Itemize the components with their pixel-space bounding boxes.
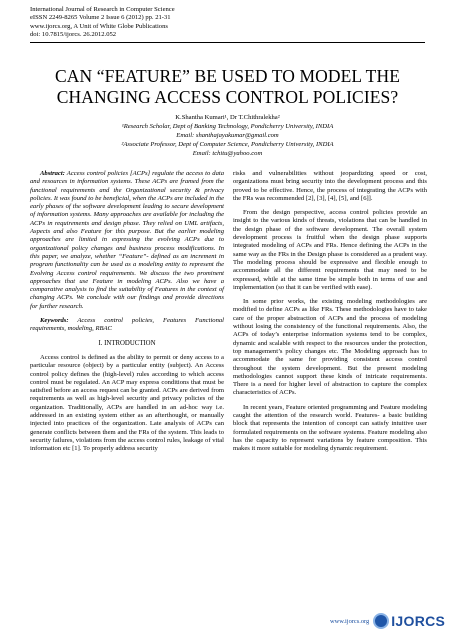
journal-issn: eISSN 2249-8265 Volume 2 Issue 6 (2012) pp. 21-31 bbox=[30, 14, 171, 22]
logo-wordmark: IJORCS bbox=[391, 613, 446, 629]
journal-doi: doi: 10.7815/ijorcs. 26.2012.052 bbox=[30, 31, 117, 39]
left-column bbox=[30, 170, 224, 460]
section-heading-introduction: I. INTRODUCTION bbox=[98, 339, 156, 347]
abstract bbox=[30, 170, 224, 311]
logo-circle-icon bbox=[373, 613, 389, 629]
right-column bbox=[233, 170, 427, 460]
journal-name: International Journal of Research in Computer Science bbox=[30, 6, 175, 13]
journal-logo bbox=[373, 613, 445, 629]
affiliation-1: ¹Research Scholar, Dept of Banking Technology, Pondicherry University, INDIA bbox=[121, 123, 334, 130]
authors: K.Shantha Kumari¹, Dr T.Chithralekha² bbox=[175, 114, 280, 121]
title-line-2: CHANGING ACCESS CONTROL POLICIES? bbox=[56, 87, 399, 107]
journal-header bbox=[30, 6, 175, 40]
right-paragraph-1: risks and vulnerabilities without jeopardizing speed or cost, organizations must bring security into the development process and this proved to be effective. Hence, the process of integrating the ACPs with the FRs was recommended [2], [3], [4], [5], and [6]]. bbox=[233, 170, 427, 202]
keywords-label: Keywords: bbox=[40, 317, 69, 325]
title-line-1: CAN “FEATURE” BE USED TO MODEL THE bbox=[55, 66, 400, 86]
keywords-text: Access control policies, Features Functional requirements, modeling, RBAC bbox=[30, 317, 224, 333]
page-footer bbox=[330, 613, 445, 629]
right-paragraph-4: In recent years, Feature oriented programming and Feature modeling caught the attention of the research world. Features- a basic building block that represents the intention of concept can satisfy intuitive user formulated requirements on the software systems. Feature modeling also has the capacity to represent variations by feature composition. This makes it more suitable for modeling dynamic requirement. bbox=[233, 403, 427, 453]
author-block bbox=[30, 113, 425, 158]
abstract-label: Abstract: bbox=[40, 170, 65, 177]
affiliation-2: ²Associate Professor, Dept of Computer Science, Pondicherry University, INDIA bbox=[121, 141, 334, 148]
journal-url: www.ijorcs.org, A Unit of White Globe Publications bbox=[30, 22, 168, 30]
header-rule bbox=[30, 42, 425, 43]
intro-paragraph-1: Access control is defined as the ability to permit or deny access to a particular resource (object) by a particular entity (subject). An Access control policy defines the (high-level) rules according to which access control must be regulated. An ACP may express conditions that must be satisfied before an access request can be granted. ACPs are derived from requirements as well as high-level security and privacy policies of the organization. Traditionally, ACPs are handled in an ad-hoc way i.e. addressed in an existing system either as an afterthought, or manually injected into practices of the organization. Late analysis of ACPs can generate conflicts between them and the FRs of the system. This leads to security failures, violations from the access control rules, leakage of vital information etc [1]. To properly address security bbox=[30, 353, 224, 453]
email-2: Email: tchitu@yahoo.com bbox=[192, 150, 263, 157]
email-1: Email: shanthajayakumar@gmail.com bbox=[176, 132, 279, 139]
right-paragraph-2: From the design perspective, access control policies provide an insight to the various kinds of threats, violations that can be handled in the design phase of the software development. The overall system development process is fruitful when the design phase supports integrated modeling of ACPs and FRs. Hence defining the ACPs in the same way as the FRs in the Design phase is considered as a prudent way. The modeling process should be expressive and flexible enough to accommodate all the different requirements that may need to be expressed, while at the same time be simple both in terms of use and implementation (so that it can be verified with ease). bbox=[233, 209, 427, 291]
abstract-text: Access control policies [ACPs] regulate the access to data and resources in information systems. These ACPs are framed from the functional requirements and the Organizational security & privacy policies. It was found to be beneficial, when the ACPs are included in the early phases of the software development leading to secure development of information systems. Many approaches are available for including the ACPs in requirements and design phase. They relied on UML artifacts, Aspects and also Feature for this purpose. But the earlier modeling approaches are limited in expressing the evolving ACPs due to organizational policy changes and business process modifications. In this paper, we analyze, whether “Feature”- defined as an increment in program functionality can be used as a modeling entity to represent the Evolving Access control requirements. We discuss the two prominent approaches that use Feature in modeling ACPs. Also we have a comparative analysis to find the suitability of Features in the context of changing ACPs. We conclude with our findings and provide directions for further research. bbox=[30, 170, 224, 310]
right-paragraph-3: In some prior works, the existing modeling methodologies are modified to define ACPs as like FRs. These methodologies have to take care of the proper abstraction of ACPs and the process of modeling without losing the consistency of the functional requirements. Also, the ACPs of today’s enterprise information systems tend to be complex, dynamic and scalable with respect to the resources under the protection, top management’s policy changes etc. The Modeling approach has to accommodate the same for providing consistent access control throughout the system development. But the present modeling methodologies cannot support these kinds of intricate requirements. There is a need for higher level of abstraction to capture the complex characteristics of ACPs. bbox=[233, 298, 427, 397]
keywords bbox=[30, 317, 224, 334]
paper-title bbox=[30, 66, 425, 108]
footer-url[interactable]: www.ijorcs.org bbox=[330, 617, 370, 625]
